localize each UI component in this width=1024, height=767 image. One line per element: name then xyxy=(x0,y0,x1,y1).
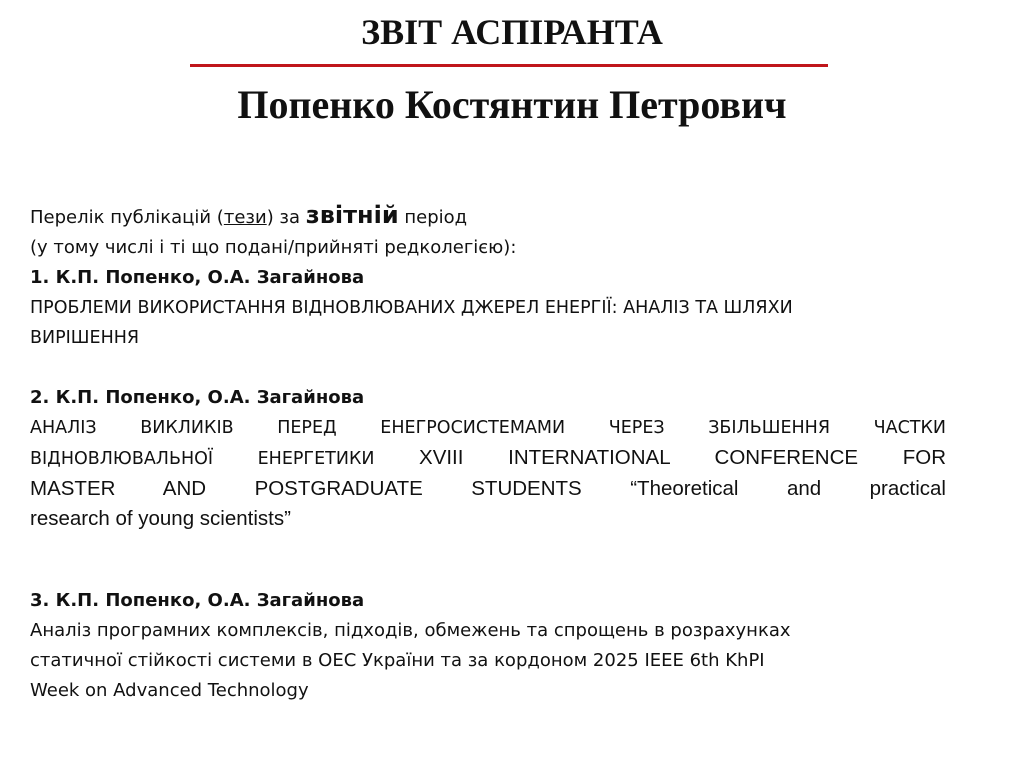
intro-text-b: ) за xyxy=(266,207,306,228)
publication-2-title-line-4: research of young scientists” xyxy=(30,507,291,530)
title-divider xyxy=(190,64,828,67)
publication-3-title-line-3: Week on Advanced Technology xyxy=(30,680,309,701)
publication-1-title-line-1: ПРОБЛЕМИ ВИКОРИСТАННЯ ВІДНОВЛЮВАНИХ ДЖЕРЕЛ ЕНЕРГІЇ: АНАЛІЗ ТА ШЛЯХИ xyxy=(30,298,793,318)
student-name: Попенко Костянтин Петрович xyxy=(237,82,787,127)
publication-2-title-line-2-ua: ВІДНОВЛЮВАЛЬНОЇ ЕНЕРГЕТИКИ xyxy=(30,449,420,469)
publication-2-title-line-3: MASTER AND POSTGRADUATE STUDENTS “Theoretical and practical xyxy=(30,477,946,500)
publication-2-title-line-2-en: XVIII INTERNATIONAL CONFERENCE FOR xyxy=(419,446,946,469)
intro-line-1 xyxy=(30,200,946,233)
publication-3-title-line-2: статичної стійкості системи в ОЕС України та за кордоном 2025 IEEE 6th KhPI xyxy=(30,650,765,671)
intro-text-a: Перелік публікацій ( xyxy=(30,207,224,228)
publication-2-title-line-1: АНАЛІЗ ВИКЛИКІВ ПЕРЕД ЕНЕГРОСИСТЕМАМИ ЧЕРЕЗ ЗБІЛЬШЕННЯ ЧАСТКИ xyxy=(30,418,946,438)
intro-underlined-word: тези xyxy=(223,207,267,228)
intro-emphasized-word: звітній xyxy=(305,201,399,229)
publication-3-title-line-1: Аналіз програмних комплексів, підходів, обмежень та спрощень в розрахунках xyxy=(30,620,791,641)
publication-3-authors: 3. К.П. Попенко, О.А. Загайнова xyxy=(30,590,365,611)
publication-1-authors: 1. К.П. Попенко, О.А. Загайнова xyxy=(30,267,365,288)
intro-line-2: (у тому числі і ті що подані/прийняті редколегією): xyxy=(30,237,517,258)
spacer xyxy=(30,534,946,586)
intro-text-c: період xyxy=(398,207,468,228)
publication-1-title-line-2: ВИРІШЕННЯ xyxy=(30,328,140,348)
publications-section xyxy=(30,200,946,706)
publication-2-authors: 2. К.П. Попенко, О.А. Загайнова xyxy=(30,387,365,408)
report-title: ЗВІТ АСПІРАНТА xyxy=(361,12,663,52)
publication-2-title-line-2 xyxy=(30,443,946,474)
spacer xyxy=(30,353,946,383)
